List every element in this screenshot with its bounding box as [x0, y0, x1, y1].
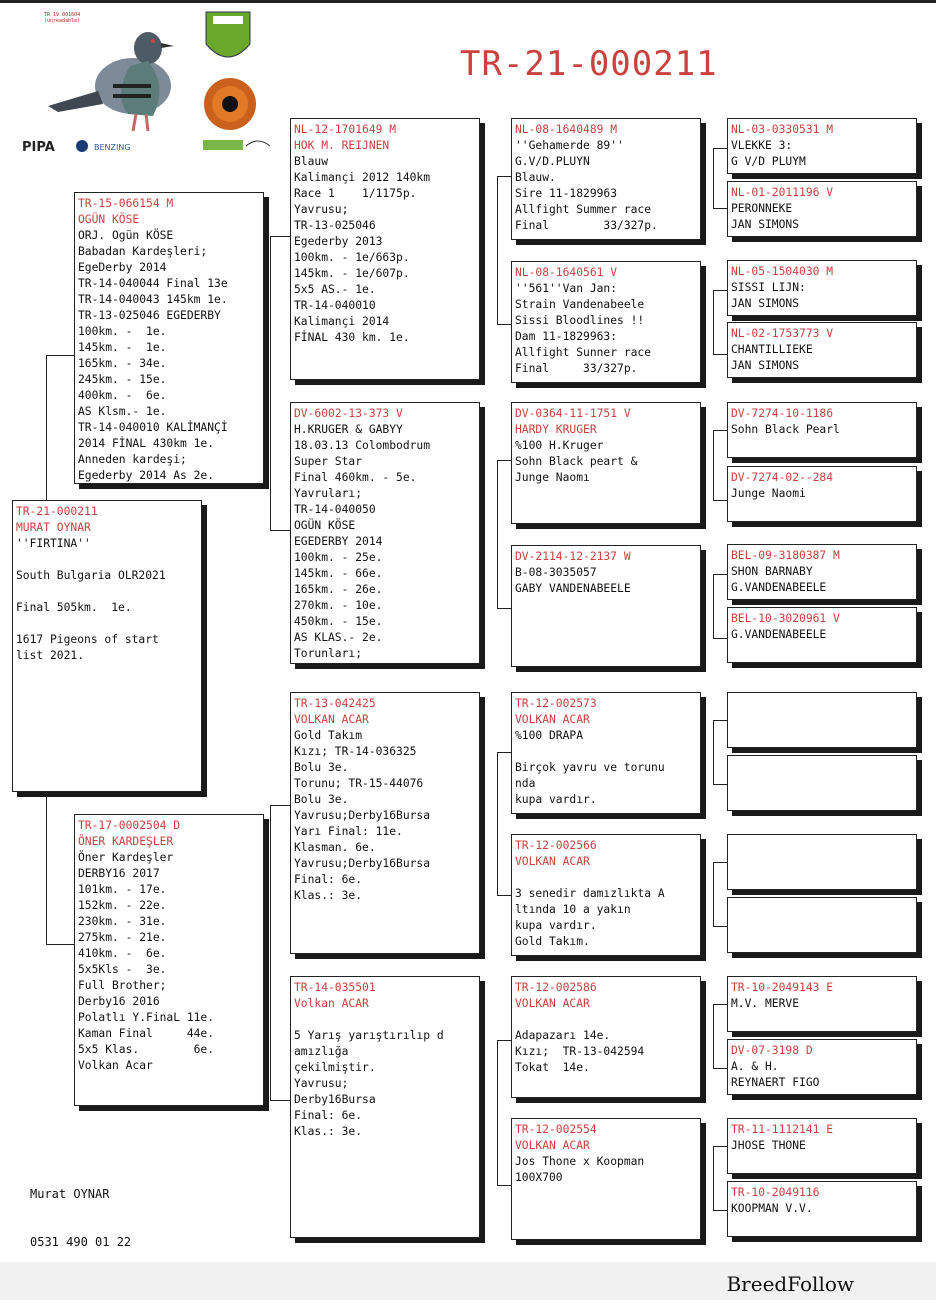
pedigree-line: 275km. - 21e.: [78, 931, 167, 944]
ring-number: TR-14-035501: [294, 981, 376, 994]
pedigree-line: TR-13-025046 EGEDERBY: [78, 309, 221, 322]
pigeon-box-sss[interactable]: [511, 118, 701, 240]
ring-number: TR-12-002566: [515, 839, 597, 852]
pedigree-line: EGEDERBY 2014: [294, 535, 383, 548]
pedigree-line: 165km. - 26e.: [294, 583, 383, 596]
connector: [270, 805, 290, 806]
owner-name: ÖNER KARDEŞLER: [78, 835, 174, 848]
pigeon-box-g6[interactable]: [727, 466, 917, 522]
pigeon-box-g4[interactable]: [727, 322, 917, 378]
pedigree-line: 410km. - 6e.: [78, 947, 167, 960]
pedigree-line: Torunu; TR-15-44076: [294, 777, 424, 790]
pigeon-box-g12[interactable]: [727, 897, 917, 953]
pedigree-line: DERBY16 2017: [78, 867, 160, 880]
pedigree-line: SISSI LIJN:: [731, 281, 806, 294]
pigeon-box-g15[interactable]: [727, 1118, 917, 1174]
pedigree-line: Yavrusu;Derby16Bursa: [294, 809, 431, 822]
top-border: [0, 0, 936, 3]
pedigree-line: kupa vardır.: [515, 793, 597, 806]
pedigree-line: TR-14-040010 KALİMANÇİ: [78, 421, 228, 434]
connector: [497, 460, 498, 608]
owner-name: VOLKAN ACAR: [294, 713, 369, 726]
pedigree-line: Final 33/327p.: [515, 362, 638, 375]
pedigree-line: JHOSE THONE: [731, 1139, 806, 1152]
connector: [713, 862, 727, 863]
pedigree-line: [294, 1012, 476, 1028]
pedigree-line: Kalimançi 2014: [294, 315, 390, 328]
pedigree-line: Yavruları;: [294, 487, 363, 500]
pedigree-line: VLEKKE 3:: [731, 139, 793, 152]
connector: [713, 500, 727, 501]
pedigree-line: [515, 744, 697, 760]
connector: [497, 752, 498, 895]
pedigree-line: TR-14-040010: [294, 299, 376, 312]
connector: [497, 460, 511, 461]
pedigree-line: 245km. - 15e.: [78, 373, 167, 386]
pedigree-line: 5x5 AS.- 1e.: [294, 283, 376, 296]
pedigree-line: Dam 11-1829963:: [515, 330, 618, 343]
pedigree-line: 100X700: [515, 1171, 563, 1184]
connector: [46, 944, 74, 945]
ring-number: TR-21-000211: [16, 505, 98, 518]
ring-number: BEL-10-3020961 V: [731, 612, 840, 625]
pedigree-line: G V/D PLUYM: [731, 155, 806, 168]
pedigree-line: ltında 10 a yakın: [515, 903, 631, 916]
pedigree-line: [515, 1012, 697, 1028]
pedigree-line: 145km. - 1e.: [78, 341, 167, 354]
ring-number: TR-10-2049116: [731, 1186, 820, 1199]
pedigree-line: Derby16 2016: [78, 995, 160, 1008]
connector: [713, 926, 727, 927]
pedigree-line: JAN SIMONS: [731, 297, 800, 310]
pedigree-line: FİNAL 430 km. 1e.: [294, 331, 410, 344]
pedigree-line: Gold Takım.: [515, 935, 590, 948]
pedigree-line: Babadan Kardeşleri;: [78, 245, 208, 258]
connector: [497, 1040, 498, 1185]
pedigree-line: Junge Naomi: [731, 487, 806, 500]
pedigree-line: [16, 552, 198, 568]
pedigree-line: Klas.: 3e.: [294, 889, 363, 902]
owner-name: HOK M. REIJNEN: [294, 139, 390, 152]
pedigree-line: JAN SIMONS: [731, 218, 800, 231]
pedigree-line: 270km. - 10e.: [294, 599, 383, 612]
ring-number: DV-0364-11-1751 V: [515, 407, 631, 420]
pedigree-line: [515, 870, 697, 886]
pedigree-line: 450km. - 15e.: [294, 615, 383, 628]
ring-number: NL-08-1640561 V: [515, 266, 618, 279]
connector: [497, 176, 511, 177]
connector: [713, 1146, 727, 1147]
pedigree-line: Kızı; TR-13-042594: [515, 1045, 645, 1058]
pigeon-box-g9[interactable]: [727, 692, 917, 748]
connector: [713, 430, 727, 431]
connector: [713, 430, 714, 500]
pedigree-line: 18.03.13 Colombodrum: [294, 439, 431, 452]
connector: [497, 752, 511, 753]
ring-number: DV-7274-02--284: [731, 471, 834, 484]
pigeon-box-main[interactable]: [12, 500, 202, 792]
pigeon-box-dsd[interactable]: [511, 834, 701, 956]
pedigree-line: 101km. - 17e.: [78, 883, 167, 896]
ring-number: DV-7274-10-1186: [731, 407, 834, 420]
pedigree-line: Allfight Summer race: [515, 203, 652, 216]
ring-number: NL-12-1701649 M: [294, 123, 397, 136]
pedigree-line: Torunları;: [294, 647, 363, 660]
connector: [713, 1210, 727, 1211]
svg-text:BENZING: BENZING: [94, 143, 131, 152]
pedigree-line: TR-14-040050: [294, 503, 376, 516]
logo-area: [18, 6, 278, 166]
pedigree-line: GABY VANDENABEELE: [515, 582, 631, 595]
ring-number: TR-12-002554: [515, 1123, 597, 1136]
pedigree-line: 100km. - 1e.: [78, 325, 167, 338]
pedigree-line: Final 460km. - 5e.: [294, 471, 417, 484]
pedigree-line: ''Gehamerde 89'': [515, 139, 624, 152]
pedigree-line: Yavrusu;: [294, 203, 349, 216]
connector: [713, 290, 714, 354]
pedigree-line: Final 33/327p.: [515, 219, 658, 232]
ring-number: NL-03-0330531 M: [731, 123, 834, 136]
pedigree-line: SHON BARNABY: [731, 565, 813, 578]
pedigree-line: 5x5Kls - 3e.: [78, 963, 167, 976]
contact-phone: 0531 490 01 22: [30, 1235, 132, 1249]
pedigree-line: 145km. - 66e.: [294, 567, 383, 580]
pedigree-line: A. & H.: [731, 1060, 779, 1073]
connector: [713, 574, 727, 575]
pedigree-line: AS KLAS.- 2e.: [294, 631, 383, 644]
pedigree-line: TR-14-040043 145km 1e.: [78, 293, 228, 306]
pigeon-box-sire-dam[interactable]: [290, 402, 480, 664]
pedigree-line: Kızı; TR-14-036325: [294, 745, 417, 758]
pigeon-box-ddd[interactable]: [511, 1118, 701, 1240]
connector: [713, 148, 727, 149]
pedigree-line: 145km. - 1e/607p.: [294, 267, 410, 280]
owner-name: VOLKAN ACAR: [515, 855, 590, 868]
connector: [270, 1100, 290, 1101]
pedigree-line: 400km. - 6e.: [78, 389, 167, 402]
pedigree-line: G.VANDENABEELE: [731, 581, 827, 594]
ring-number: BEL-09-3180387 M: [731, 549, 840, 562]
connector: [497, 1185, 511, 1186]
connector: [713, 1004, 727, 1005]
pedigree-line: Tokat 14e.: [515, 1061, 590, 1074]
owner-name: Volkan ACAR: [294, 997, 369, 1010]
brand-logo: BreedFollow: [726, 1272, 854, 1296]
pigeon-box-dam[interactable]: [74, 814, 264, 1106]
connector: [713, 1068, 727, 1069]
connector: [270, 236, 271, 531]
pedigree-line: Klas.: 3e.: [294, 1125, 363, 1138]
pedigree-line: Super Star: [294, 455, 363, 468]
pedigree-line: Polatlı Y.FinaL 11e.: [78, 1011, 215, 1024]
pedigree-line: TR-13-025046: [294, 219, 376, 232]
pedigree-line: Klasman. 6e.: [294, 841, 376, 854]
connector: [713, 720, 727, 721]
pigeon-box-g16[interactable]: [727, 1181, 917, 1237]
ring-number: TR-17-0002504 D: [78, 819, 181, 832]
pedigree-line: 5 Yarış yarıştırılıp d: [294, 1029, 444, 1042]
connector: [713, 148, 714, 208]
connector: [713, 574, 714, 638]
pedigree-line: 165km. - 34e.: [78, 357, 167, 370]
pedigree-line: 100km. - 25e.: [294, 551, 383, 564]
ring-number: TR-15-066154 M: [78, 197, 174, 210]
logo-fine-print: TR 19 001604 (unreadable): [44, 12, 81, 24]
pedigree-line: Birçok yavru ve torunu: [515, 761, 665, 774]
pedigree-line: Blauw.: [515, 171, 556, 184]
connector: [270, 236, 290, 237]
pedigree-line: Race 1 1/1175p.: [294, 187, 417, 200]
pedigree-line: Sohn Black peart &: [515, 455, 638, 468]
pedigree-line: Yavrusu;: [294, 1077, 349, 1090]
pedigree-line: Junge Naomı: [515, 471, 590, 484]
pedigree-line: Öner Kardeşler: [78, 851, 174, 864]
pedigree-line: Volkan Acar: [78, 1059, 153, 1072]
pedigree-line: KOOPMAN V.V.: [731, 1202, 813, 1215]
pigeon-box-g8[interactable]: [727, 607, 917, 663]
owner-name: VOLKAN ACAR: [515, 997, 590, 1010]
ring-number: TR-10-2049143 E: [731, 981, 834, 994]
pigeon-box-sds[interactable]: [511, 402, 701, 524]
owner-name: OGÜN KÖSE: [78, 213, 140, 226]
pedigree-line: H.KRUGER & GABYY: [294, 423, 403, 436]
pedigree-line: Derby16Bursa: [294, 1093, 376, 1106]
pigeon-box-g2[interactable]: [727, 181, 917, 237]
ring-number: DV-2114-12-2137 W: [515, 550, 631, 563]
pigeon-box-sire[interactable]: [74, 192, 264, 484]
pigeon-box-sire-sire[interactable]: [290, 118, 480, 380]
contact-name: Murat OYNAR: [30, 1187, 110, 1201]
pigeon-box-dds[interactable]: [511, 976, 701, 1098]
connector: [713, 208, 727, 209]
connector: [270, 805, 271, 1100]
connector: [270, 530, 290, 531]
connector: [713, 1146, 714, 1210]
pigeon-box-dam-dam[interactable]: [290, 976, 480, 1238]
pigeon-icon: [18, 6, 278, 166]
ring-number: DV-6002-13-373 V: [294, 407, 403, 420]
owner-name: HARDY KRUGER: [515, 423, 597, 436]
pedigree-line: %100 H.Kruger: [515, 439, 604, 452]
pedigree-line: OGÜN KÖSE: [294, 519, 356, 532]
page-title: TR-21-000211: [460, 44, 718, 84]
connector: [713, 638, 727, 639]
connector: [46, 355, 74, 356]
pedigree-line: Final 505km. 1e.: [16, 601, 132, 614]
pedigree-line: Sire 11-1829963: [515, 187, 618, 200]
pedigree-line: nda: [515, 777, 536, 790]
pigeon-box-g10[interactable]: [727, 755, 917, 811]
pedigree-line: [16, 584, 198, 600]
pedigree-line: çekilmiştir.: [294, 1061, 376, 1074]
pedigree-line: G.V/D.PLUYN: [515, 155, 590, 168]
pedigree-line: kupa vardır.: [515, 919, 597, 932]
pedigree-line: PERONNEKE: [731, 202, 793, 215]
pigeon-box-g5[interactable]: [727, 402, 917, 458]
ring-number: DV-07-3198 D: [731, 1044, 813, 1057]
pedigree-line: 5x5 Klas. 6e.: [78, 1043, 215, 1056]
pedigree-line: ORJ. Ogün KÖSE: [78, 229, 174, 242]
owner-name: VOLKAN ACAR: [515, 1139, 590, 1152]
pigeon-box-dss[interactable]: [511, 692, 701, 814]
svg-text:PIPA: PIPA: [22, 140, 55, 155]
ring-number: NL-08-1640489 M: [515, 123, 618, 136]
pedigree-line: Egederby 2014 As 2e.: [78, 469, 215, 482]
ring-number: TR-12-002586: [515, 981, 597, 994]
connector: [713, 1004, 714, 1068]
pedigree-line: Blauw: [294, 155, 329, 168]
pedigree-line: Gold Takım: [294, 729, 363, 742]
pedigree-line: list 2021.: [16, 649, 85, 662]
pedigree-line: Bolu 3e.: [294, 793, 349, 806]
pedigree-line: amızlığa: [294, 1045, 349, 1058]
pedigree-line: EgeDerby 2014: [78, 261, 167, 274]
connector: [497, 895, 511, 896]
pedigree-line: Kaman Final 44e.: [78, 1027, 215, 1040]
owner-name: VOLKAN ACAR: [515, 713, 590, 726]
pedigree-line: Adapazarı 14e.: [515, 1029, 611, 1042]
pigeon-box-g3[interactable]: [727, 260, 917, 316]
pigeon-box-g14[interactable]: [727, 1039, 917, 1095]
pedigree-line: 3 senedir damızlıkta A: [515, 887, 665, 900]
connector: [713, 290, 727, 291]
connector: [497, 608, 511, 609]
connector: [713, 784, 727, 785]
pedigree-line: Sissi Bloodlines !!: [515, 314, 645, 327]
pedigree-line: %100 DRAPA: [515, 729, 584, 742]
pigeon-box-g1[interactable]: [727, 118, 917, 174]
pedigree-line: ''561''Van Jan:: [515, 282, 618, 295]
pedigree-line: 1617 Pigeons of start: [16, 633, 159, 646]
pedigree-line: Egederby 2013: [294, 235, 383, 248]
ring-number: NL-02-1753773 V: [731, 327, 834, 340]
pedigree-line: Allfight Sunner race: [515, 346, 652, 359]
pedigree-line: G.VANDENABEELE: [731, 628, 827, 641]
connector: [713, 720, 714, 784]
ring-number: TR-13-042425: [294, 697, 376, 710]
pedigree-line: 230km. - 31e.: [78, 915, 167, 928]
pedigree-line: Full Brother;: [78, 979, 167, 992]
pigeon-box-g13[interactable]: [727, 976, 917, 1032]
ring-number: NL-05-1504030 M: [731, 265, 834, 278]
connector: [713, 354, 727, 355]
ring-number: TR-11-1112141 E: [731, 1123, 834, 1136]
pedigree-line: South Bulgaria OLR2021: [16, 569, 166, 582]
pigeon-box-ssd[interactable]: [511, 261, 701, 383]
pedigree-line: Kalimançi 2012 140km: [294, 171, 431, 184]
pedigree-line: Anneden kardeşi;: [78, 453, 187, 466]
ring-number: TR-12-002573: [515, 697, 597, 710]
connector: [497, 1040, 511, 1041]
pedigree-line: Yarı Final: 11e.: [294, 825, 403, 838]
pedigree-line: ''FIRTINA'': [16, 537, 91, 550]
pedigree-line: Bolu 3e.: [294, 761, 349, 774]
pigeon-box-g11[interactable]: [727, 834, 917, 890]
pedigree-line: 2014 FİNAL 430km 1e.: [78, 437, 215, 450]
connector: [497, 176, 498, 324]
ring-number: NL-01-2011196 V: [731, 186, 834, 199]
owner-name: MURAT OYNAR: [16, 521, 91, 534]
pigeon-box-dam-sire[interactable]: [290, 692, 480, 954]
pedigree-line: Final: 6e.: [294, 873, 363, 886]
pigeon-box-sdd[interactable]: [511, 545, 701, 667]
pedigree-line: [16, 616, 198, 632]
pedigree-line: TR-14-040044 Final 13e: [78, 277, 228, 290]
pedigree-line: JAN SIMONS: [731, 359, 800, 372]
pedigree-line: M.V. MERVE: [731, 997, 800, 1010]
pedigree-line: Strain Vandenabeele: [515, 298, 645, 311]
pedigree-line: AS Klsm.- 1e.: [78, 405, 167, 418]
pedigree-line: B-08-3035057: [515, 566, 597, 579]
connector: [713, 862, 714, 926]
pedigree-line: REYNAERT FIGO: [731, 1076, 820, 1089]
pedigree-line: Yavrusu;Derby16Bursa: [294, 857, 431, 870]
pedigree-line: Sohn Black Pearl: [731, 423, 840, 436]
pedigree-line: CHANTILLIEKE: [731, 343, 813, 356]
connector: [497, 324, 511, 325]
pigeon-box-g7[interactable]: [727, 544, 917, 600]
pedigree-line: Jos Thone x Koopman: [515, 1155, 645, 1168]
pedigree-line: 152km. - 22e.: [78, 899, 167, 912]
pedigree-line: 100km. - 1e/663p.: [294, 251, 410, 264]
pedigree-line: Final: 6e.: [294, 1109, 363, 1122]
